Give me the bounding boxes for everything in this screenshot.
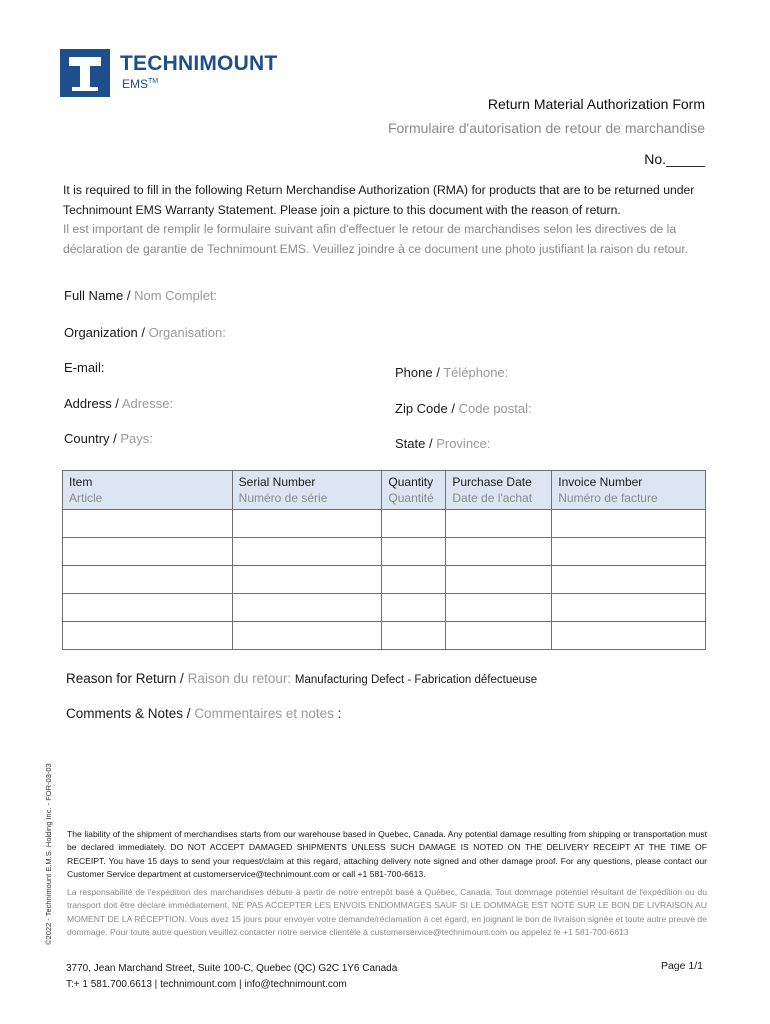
footer-street: 3770, Jean Marchand Street, Suite 100-C, Quebec (QC) G2C 1Y6 Canada [66,963,398,974]
table-cell[interactable] [63,622,233,650]
table-cell[interactable] [552,594,706,622]
table-cell[interactable] [63,566,233,594]
email-field[interactable]: E-mail: [64,360,105,375]
liability-text-fr: La responsabilité de l'expédition des marchandises débute à partir de notre entrepôt basé à Québec, Canada. Tout dommage potentiel résultant de l'expédition ou du transport doit être déclaré immédiatement. NE PAS ACCEPTER LES ENVOIS ENDOMMAGÉS SAUF SI LE DOMMAGE EST NOTÉ SUR LE BON DE LIVRAISON AU MOMENT DE LA RÉCEPTION. Vous avez 15 jours pour envoyer votre demande/réclamation à cet égard, en joignant le bon de livraison signée et toute autre preuve de dommage. Pour toute autre question veuillez contacter notre service clientèle à customerservice@technimount.com ou appelez le +1 581-700-6613 [67,887,707,938]
table-cell[interactable] [446,566,552,594]
table-cell[interactable] [232,594,382,622]
table-cell[interactable] [232,622,382,650]
country-field[interactable]: Country / Pays: [64,431,153,446]
table-cell[interactable] [552,622,706,650]
footer-contact: T:+ 1 581.700.6613 | technimount.com | info@technimount.com [66,979,347,990]
logo-sub: EMS™ [122,77,159,91]
table-row [63,538,706,566]
table-cell[interactable] [382,622,446,650]
footer-address [66,961,397,993]
full-name-field[interactable]: Full Name / Nom Complet: [64,288,218,303]
logo-name: TECHNIMOUNT [120,52,278,75]
header-item: Item Article [63,471,233,510]
table-row [63,594,706,622]
reason-for-return-field[interactable]: Reason for Return / Raison du retour: Manufacturing Defect - Fabrication défectueuse [66,671,538,686]
intro-text [63,181,713,259]
table-cell[interactable] [446,622,552,650]
table-cell[interactable] [446,510,552,538]
phone-field[interactable]: Phone / Téléphone: [395,365,509,380]
items-table [62,470,706,650]
header-purchase-date: Purchase Date Date de l'achat [446,471,552,510]
table-cell[interactable] [382,538,446,566]
header-invoice: Invoice Number Numéro de facture [552,471,706,510]
copyright-side-text: ©2022 - Technimount E.M.S. Holding Inc. - FOR-03-03 [44,763,53,945]
table-cell[interactable] [63,594,233,622]
page-number: Page 1/1 [660,960,703,972]
comments-field[interactable]: Comments & Notes / Commentaires et notes : [66,706,342,721]
liability-text-en: The liability of the shipment of merchandises starts from our warehouse based in Quebec, Canada. Any potential damage resulting from shipping or transportation must be declared immediately. DO NOT ACCEPT DAMAGED SHIPMENTS UNLESS SUCH DAMAGE IS NOTED ON THE DELIVERY RECEIPT AT THE TIME OF RECEIPT. You have 15 days to send your request/claim at this regard, attaching delivery note signed and other damage proof. For any questions, please contact our Customer Service department at customerservice@technimount.com or call +1 581-700-6613. [67,829,707,880]
table-row [63,622,706,650]
table-row [63,510,706,538]
table-header-row [63,471,706,510]
table-row [63,566,706,594]
table-cell[interactable] [63,538,233,566]
reason-value: Manufacturing Defect - Fabrication défectueuse [294,674,538,686]
table-cell[interactable] [63,510,233,538]
intro-en: It is required to fill in the following Return Merchandise Authorization (RMA) for products that are to be returned under Technimount EMS Warranty Statement. Please join a picture to this document with the reason of return. [63,183,695,217]
table-cell[interactable] [232,566,382,594]
state-field[interactable]: State / Province: [395,436,491,451]
intro-fr: Il est important de remplir le formulaire suivant afin d'effectuer le retour de marchandises selon les directives de la déclaration de garantie de Technimount EMS. Veuillez joindre à ce document une photo justifiant la raison du retour. [63,222,689,256]
table-cell[interactable] [382,566,446,594]
form-title-en: Return Material Authorization Form [487,96,705,112]
table-cell[interactable] [382,594,446,622]
logo-t-icon [60,49,110,97]
form-number[interactable]: No._____ [644,151,705,167]
zip-code-field[interactable]: Zip Code / Code postal: [395,401,532,416]
table-cell[interactable] [552,566,706,594]
table-cell[interactable] [446,594,552,622]
form-title-fr: Formulaire d'autorisation de retour de marchandise [387,120,705,136]
header-serial: Serial Number Numéro de série [232,471,382,510]
table-cell[interactable] [552,538,706,566]
organization-field[interactable]: Organization / Organisation: [64,325,226,340]
address-field[interactable]: Address / Adresse: [64,396,174,411]
table-cell[interactable] [446,538,552,566]
table-cell[interactable] [552,510,706,538]
table-cell[interactable] [232,538,382,566]
technimount-logo [60,49,280,99]
table-cell[interactable] [232,510,382,538]
table-cell[interactable] [382,510,446,538]
header-quantity: Quantity Quantité [382,471,446,510]
